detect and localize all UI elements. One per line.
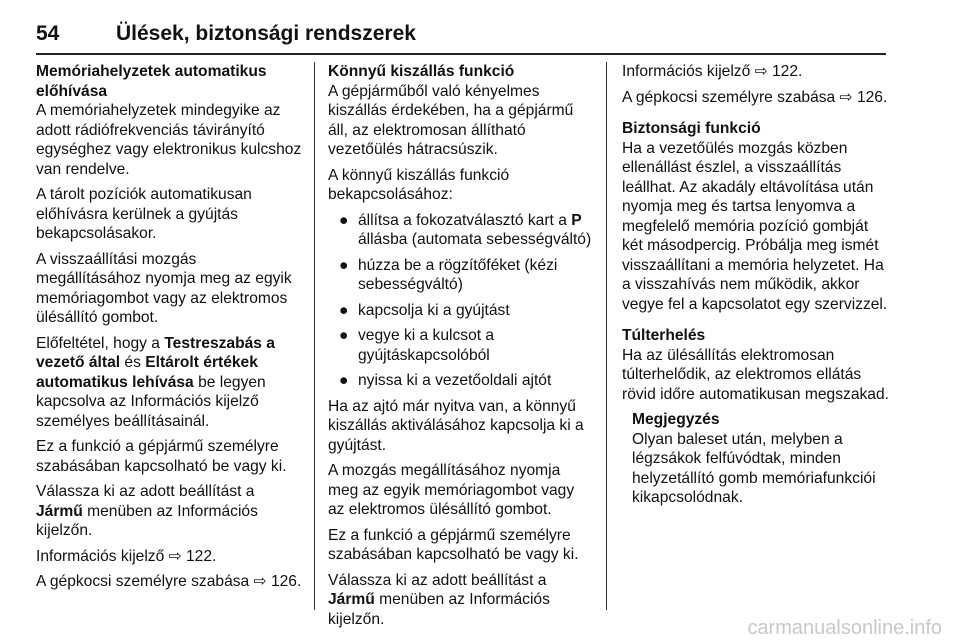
bullet-list: [328, 211, 594, 391]
note-box: [632, 410, 890, 508]
column-divider: [606, 62, 607, 610]
paragraph: Ha az ajtó már nyitva van, a könnyű kiszállás aktiválásához kapcsolja ki a gyújtást.: [328, 397, 584, 454]
list-item: [328, 211, 594, 250]
bullet-icon: ●: [339, 211, 349, 229]
page-number: 54: [36, 22, 60, 45]
section-heading-overload: Túlterhelés: [622, 327, 706, 344]
list-item: [328, 256, 594, 295]
cross-reference: Információs kijelző ⇨ 122.: [622, 63, 803, 80]
bullet-icon: ●: [339, 372, 349, 389]
header-rule: [36, 53, 886, 55]
text-span: húzza be a rögzítőféket (kézi sebességváltó): [358, 256, 558, 293]
paragraph: [328, 571, 594, 630]
paragraph: Ez a funkció a gépjármű személyre szabásában kapcsolható be vagy ki.: [36, 438, 287, 475]
paragraph: A gépjárműből való kényelmes kiszállás érdekében, ha a gépjármű áll, az elektromosan állítható vezetőülés hátracsúszik.: [328, 82, 574, 158]
paragraph: A memóriahelyzetek mindegyike az adott rádiófrekvenciás távirányító egységhez vagy elektronikus kulcshoz van rendelve.: [36, 102, 302, 178]
note-heading: Megjegyzés: [632, 411, 720, 428]
paragraph: Ha a vezetőülés mozgás közben ellenállást észlel, a visszaállítás leállhat. Az akadály eltávolítása után nyomja meg és tartsa lenyomva a megfelelő memória pozíció gombját két másodpercig. Próbálja meg ismét visszaállítani a memória helyzetet. Ha a visszahívás nem működik, akkor vegye fel a kapcsolatot egy szervizzel.: [622, 139, 888, 313]
chapter-title: Ülések, biztonsági rendszerek: [116, 22, 416, 45]
text-span: menüben az Információs kijelzőn.: [328, 591, 550, 628]
paragraph: A tárolt pozíciók automatikusan előhívásra kerülnek a gyújtás bekapcsolásakor.: [36, 186, 252, 242]
text-span: Válassza ki az adott beállítást a: [36, 483, 255, 500]
section-heading-memory-recall: Memóriahelyzetek automatikus előhívása: [36, 63, 267, 100]
paragraph: Ha az ülésállítás elektromosan túlterhelődik, az elektromos ellátás rövid időre automatikusan megszakad.: [622, 346, 889, 403]
text-span: és: [120, 354, 146, 371]
section-heading-easy-exit: Könnyű kiszállás funkció: [328, 63, 515, 80]
text-span: Előfeltétel, hogy a: [36, 334, 165, 352]
text-span: menüben az Információs kijelzőn.: [36, 502, 258, 539]
paragraph: A mozgás megállításához nyomja meg az egyik memóriagombot vagy az elektromos ülésállító gombot.: [328, 462, 575, 518]
paragraph: [36, 334, 304, 432]
text-span: Válassza ki az adott beállítást a: [328, 571, 547, 589]
paragraph: A visszaállítási mozgás megállításához nyomja meg az egyik memóriagombot vagy az elektromos ülésállító gombot.: [36, 250, 292, 326]
bullet-icon: ●: [339, 327, 349, 344]
watermark: carmanualsonline.info: [747, 617, 942, 639]
note-text: Olyan baleset után, melyben a légzsákok felfúvódtak, minden helyzetállító gomb memóriafunkciói kikapcsolódnak.: [632, 430, 876, 506]
paragraph: [36, 482, 304, 541]
text-span: állítsa a fokozatválasztó kart a: [358, 211, 572, 229]
column-divider: [314, 62, 315, 610]
cross-reference: A gépkocsi személyre szabása ⇨ 126.: [36, 573, 302, 590]
text-span: állásba (automata sebességváltó): [358, 231, 592, 248]
gear-position: P: [571, 211, 582, 229]
paragraph: A könnyű kiszállás funkció bekapcsolásához:: [328, 166, 510, 203]
bullet-icon: ●: [339, 256, 349, 274]
cross-reference: Információs kijelző ⇨ 122.: [36, 547, 217, 565]
text-span: be legyen kapcsolva az Információs kijelző személyes beállításainál.: [36, 373, 266, 430]
list-item: [328, 301, 594, 321]
menu-term: Jármű: [328, 591, 375, 608]
menu-term: Testreszabás a vezető által: [36, 334, 275, 371]
text-span: kapcsolja ki a gyújtást: [358, 301, 510, 319]
cross-reference: A gépkocsi személyre szabása ⇨ 126.: [622, 88, 888, 106]
section-heading-safety-function: Biztonsági funkció: [622, 120, 761, 137]
menu-term: Eltárolt értékek automatikus lehívása: [36, 354, 258, 391]
column-2: [328, 62, 594, 635]
column-1: [36, 62, 304, 598]
list-item: [328, 326, 594, 365]
text-span: vegye ki a kulcsot a gyújtáskapcsolóból: [358, 327, 495, 364]
page-header: [36, 22, 886, 52]
bullet-icon: ●: [339, 301, 349, 319]
text-span: nyissa ki a vezetőoldali ajtót: [358, 372, 552, 389]
column-3: [622, 62, 890, 514]
paragraph: Ez a funkció a gépjármű személyre szabásában kapcsolható be vagy ki.: [328, 526, 579, 563]
menu-term: Jármű: [36, 502, 83, 520]
list-item: [328, 371, 594, 391]
